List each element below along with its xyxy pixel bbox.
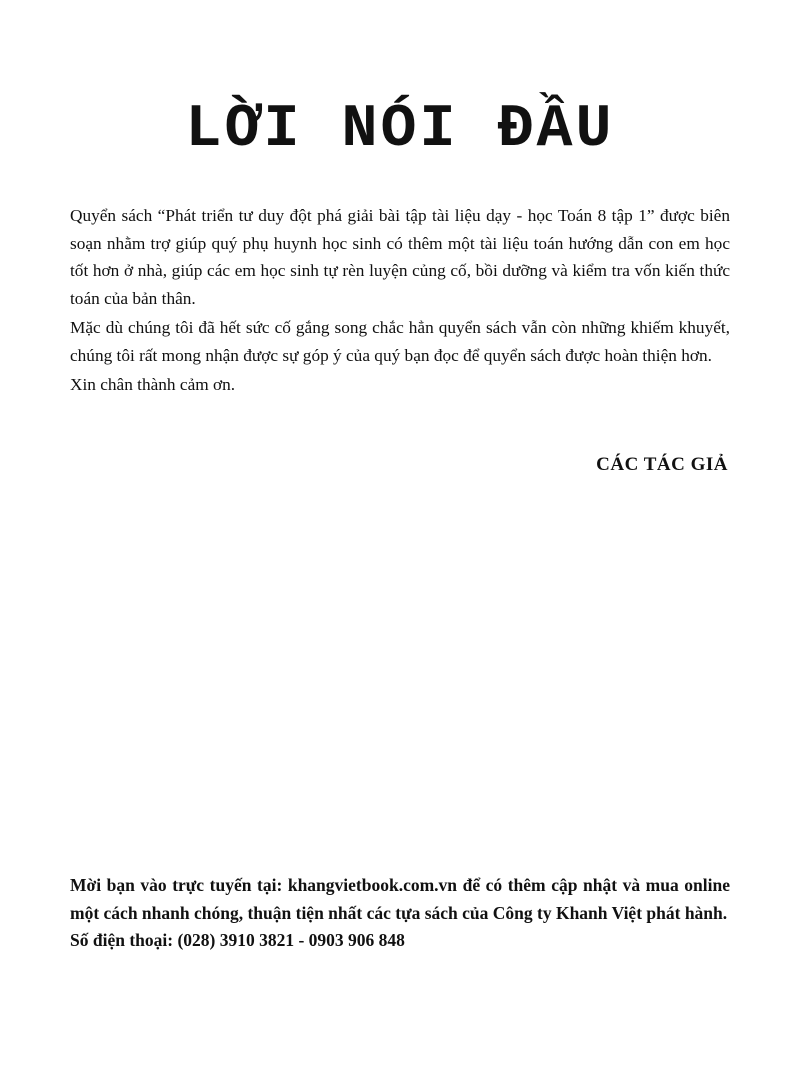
footer-promo xyxy=(70,872,730,927)
preface-paragraph-3-text: Xin chân thành cảm ơn. xyxy=(70,375,236,394)
preface-paragraph-3 xyxy=(70,371,730,399)
page-title: LỜI NÓI ĐẦU xyxy=(185,96,615,164)
footer-phone-text: Số điện thoại: (028) 3910 3821 - 0903 906 848 xyxy=(70,930,405,950)
preface-paragraph-1 xyxy=(70,202,730,312)
footer-phone xyxy=(70,927,730,955)
publisher-footer xyxy=(70,872,730,955)
preface-paragraph-2-text: Mặc dù chúng tôi đã hết sức cố gắng song chắc hẳn quyển sách vẫn còn những khiếm khuyết, chúng tôi rất mong nhận được sự góp ý của quý bạn đọc để quyển sách được hoàn thiện hơn. xyxy=(70,318,730,365)
preface-paragraph-1-text: Quyển sách “Phát triển tư duy đột phá giải bài tập tài liệu dạy - học Toán 8 tập 1” được biên soạn nhằm trợ giúp quý phụ huynh học sinh có thêm một tài liệu toán hướng dẫn con em học tốt hơn ở nhà, giúp các em học sinh tự rèn luyện củng cố, bồi dưỡng và kiểm tra vốn kiến thức toán của bản thân. xyxy=(70,206,730,308)
preface-body xyxy=(70,202,730,401)
author-signature: CÁC TÁC GIẢ xyxy=(596,454,728,475)
preface-paragraph-2 xyxy=(70,314,730,369)
footer-promo-text: Mời bạn vào trực tuyến tại: khangvietbook.com.vn để có thêm cập nhật và mua online một cách nhanh chóng, thuận tiện nhất các tựa sách của Công ty Khanh Việt phát hành. xyxy=(70,875,730,923)
